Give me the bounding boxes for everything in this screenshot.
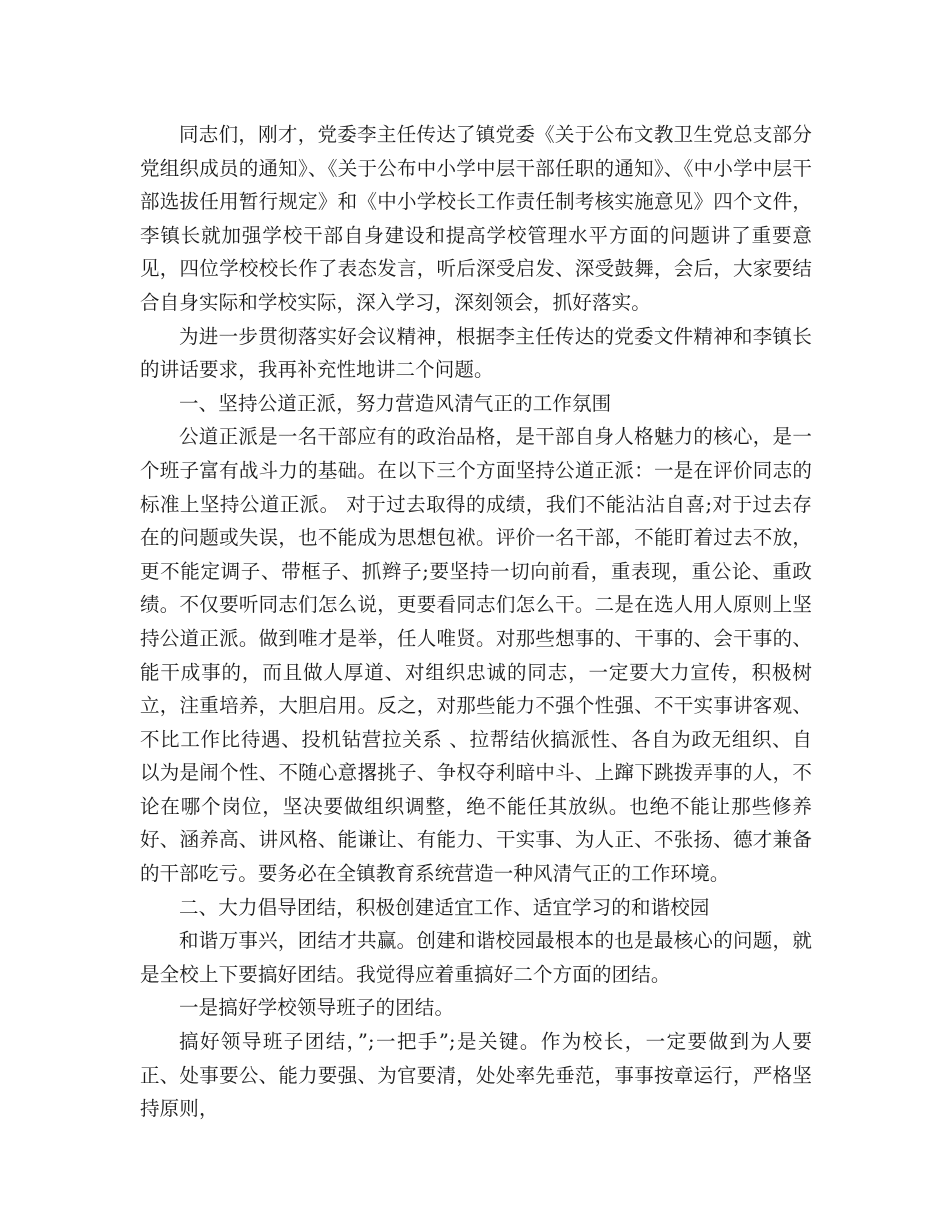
paragraph-section-1: 公道正派是一名干部应有的政治品格，是干部自身人格魅力的核心，是一个班子富有战斗力的基础。在以下三个方面坚持公道正派：一是在评价同志的标准上坚持公道正派。 对于过去取得的成绩，我们不能沾沾自喜;对于过去存在的问题或失误，也不能成为思想包袱。评价一名干部，不能盯着过去不放，更不能定调子、带框子、抓辫子;要坚持一切向前看，重表现，重公论、重政绩。不仅要听同志们怎么说，更要看同志们怎么干。二是在选人用人原则上坚持公道正派。做到唯才是举，任人唯贤。对那些想事的、干事的、会干事的、能干成事的，而且做人厚道、对组织忠诚的同志，一定要大力宣传，积极树立，注重培养，大胆启用。反之，对那些能力不强个性强、不干实事讲客观、不比工作比待遇、投机钻营拉关系 、拉帮结伙搞派性、各自为政无组织、自以为是闹个性、不随心意撂挑子、争权夺利暗中斗、上蹿下跳拨弄事的人，不论在哪个岗位，坚决要做组织调整，绝不能任其放纵。也绝不能让那些修养好、涵养高、讲风格、能谦让、有能力、干实事、为人正、不张扬、德才兼备的干部吃亏。要务必在全镇教育系统营造一种风清气正的工作环境。 (140, 425, 812, 886)
paragraph-intro: 为进一步贯彻落实好会议精神，根据李主任传达的党委文件精神和李镇长的讲话要求，我再补充性地讲二个问题。 (140, 324, 812, 382)
paragraph-opening: 同志们，刚才，党委李主任传达了镇党委《关于公布文教卫生党总支部分党组织成员的通知》、《关于公布中小学中层干部任职的通知》、《中小学中层干部选拔任用暂行规定》和《中小学校长工作责任制考核实施意见》四个文件， 李镇长就加强学校干部自身建设和提高学校管理水平方面的问题讲了重要意见，四位学校校长作了表态发言，听后深受启发、深受鼓舞，会后，大家要结合自身实际和学校实际，深入学习，深刻领会，抓好落实。 (140, 123, 812, 314)
section-heading-2: 二、大力倡导团结，积极创建适宜工作、适宜学习的和谐校园 (179, 895, 710, 919)
subsection-heading-1: 一是搞好学校领导班子的团结。 (179, 996, 455, 1020)
paragraph-subsection-1: 搞好领导班子团结，”;一把手”;是关键。作为校长，一定要做到为人要正、处事要公、能力要强、为官要清，处处率先垂范，事事按章运行，严格坚持原则， (140, 1030, 812, 1121)
section-heading-1: 一、坚持公道正派，努力营造风清气正的工作氛围 (179, 391, 612, 415)
document-page (140, 118, 812, 1126)
paragraph-section-2: 和谐万事兴，团结才共赢。创建和谐校园最根本的也是最核心的问题，就是全校上下要搞好团结。我觉得应着重搞好二个方面的团结。 (140, 929, 812, 986)
